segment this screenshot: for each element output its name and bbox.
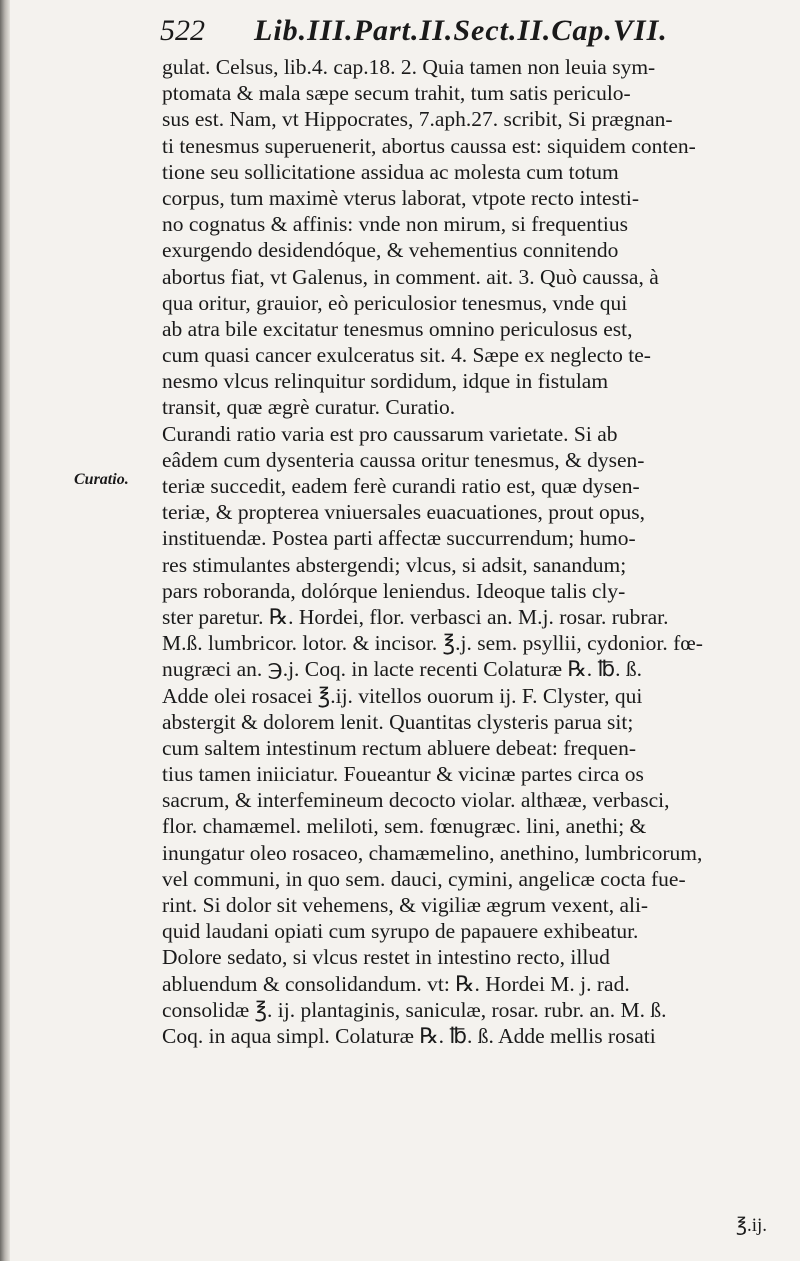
text-line: pars roboranda, dolórque leniendus. Ideoque talis cly- (162, 578, 626, 603)
page-header (160, 14, 800, 48)
text-line: M.ß. lumbricor. lotor. & incisor. ℥.j. sem. psyllii, cydonior. fœ- (162, 631, 703, 656)
text-line: vel communi, in quo sem. dauci, cymini, angelicæ cocta fue- (162, 866, 686, 891)
text-line: abluendum & consolidandum. vt: ℞. Hordei M. j. rad. (162, 971, 630, 996)
text-line: corpus, tum maximè vterus laborat, vtpote recto intesti- (162, 185, 640, 210)
text-line: tius tamen iniiciatur. Foueantur & vicinæ partes circa os (162, 762, 644, 787)
text-line: Curandi ratio varia est pro caussarum varietate. Si ab (162, 421, 618, 446)
text-line: eâdem cum dysenteria caussa oritur tenesmus, & dysen- (162, 447, 645, 472)
text-line: exurgendo desidendóque, & vehementius connitendo (162, 238, 619, 263)
text-line: abortus fiat, vt Galenus, in comment. ait. 3. Quò caussa, à (162, 264, 659, 289)
text-line: cum saltem intestinum rectum abluere debeat: frequen- (162, 735, 637, 760)
text-line: Adde olei rosacei ℥.ij. vitellos ouorum ij. F. Clyster, qui (162, 683, 643, 708)
text-line: tione seu sollicitatione assidua ac molesta cum totum (162, 159, 619, 184)
text-line: transit, quæ ægrè curatur. Curatio. (162, 395, 456, 420)
margin-section-label: Curatio. (74, 471, 129, 488)
text-line: flor. chamæmel. meliloti, sem. fœnugræc. lini, anethi; & (162, 814, 647, 839)
text-line: res stimulantes abstergendi; vlcus, si adsit, sanandum; (162, 552, 627, 577)
text-line: sus est. Nam, vt Hippocrates, 7.aph.27. scribit, Si prægnan- (162, 107, 673, 132)
text-line: sacrum, & interfemineum decocto violar. althææ, verbasci, (162, 788, 670, 813)
body-text (162, 54, 772, 1049)
text-line: gulat. Celsus, lib.4. cap.18. 2. Quia tamen non leuia sym- (162, 55, 656, 79)
text-line: inungatur oleo rosaceo, chamæmelino, anethino, lumbricorum, (162, 840, 703, 865)
text-line: nesmo vlcus relinquitur sordidum, idque in fistulam (162, 369, 609, 394)
text-line: ster paretur. ℞. Hordei, flor. verbasci an. M.j. rosar. rubrar. (162, 604, 669, 629)
text-line: ptomata & mala sæpe secum trahit, tum satis periculo- (162, 81, 631, 106)
text-line: cum quasi cancer exulceratus sit. 4. Sæpe ex neglecto te- (162, 343, 651, 368)
text-line: ti tenesmus superuenerit, abortus caussa est: siquidem conten- (162, 133, 696, 158)
text-line: teriæ, & propterea vniuersales euacuationes, prout opus, (162, 500, 646, 525)
text-line: teriæ succedit, eadem ferè curandi ratio est, quæ dysen- (162, 474, 640, 498)
text-line: consolidæ ℥. ij. plantaginis, saniculæ, rosar. rubr. an. M. ß. (162, 997, 667, 1022)
running-head: Lib.III.Part.II.Sect.II.Cap.VII. (254, 14, 668, 47)
text-line: abstergit & dolorem lenit. Quantitas clysteris parua sit; (162, 709, 634, 734)
text-line: rint. Si dolor sit vehemens, & vigiliæ ægrum vexent, ali- (162, 893, 649, 917)
text-line: Dolore sedato, si vlcus restet in intestino recto, illud (162, 945, 610, 970)
page-number: 522 (160, 14, 205, 47)
text-line: Coq. in aqua simpl. Colaturæ ℞. ℔. ß. Adde mellis rosati (162, 1023, 656, 1048)
text-line: quid laudani opiati cum syrupo de papauere exhibeatur. (162, 919, 639, 944)
text-line: instituendæ. Postea parti affectæ succurrendum; humo- (162, 526, 636, 551)
text-line: ab atra bile excitatur tenesmus omnino periculosus est, (162, 316, 633, 341)
text-line: no cognatus & affinis: vnde non mirum, si frequentius (162, 212, 628, 237)
catchword: ℥.ij. (736, 1215, 768, 1236)
page-gutter (0, 0, 10, 1261)
text-line: nugræci an. ℈.j. Coq. in lacte recenti Colaturæ ℞. ℔. ß. (162, 657, 642, 682)
text-line: qua oritur, grauior, eò periculosior tenesmus, vnde qui (162, 290, 628, 315)
